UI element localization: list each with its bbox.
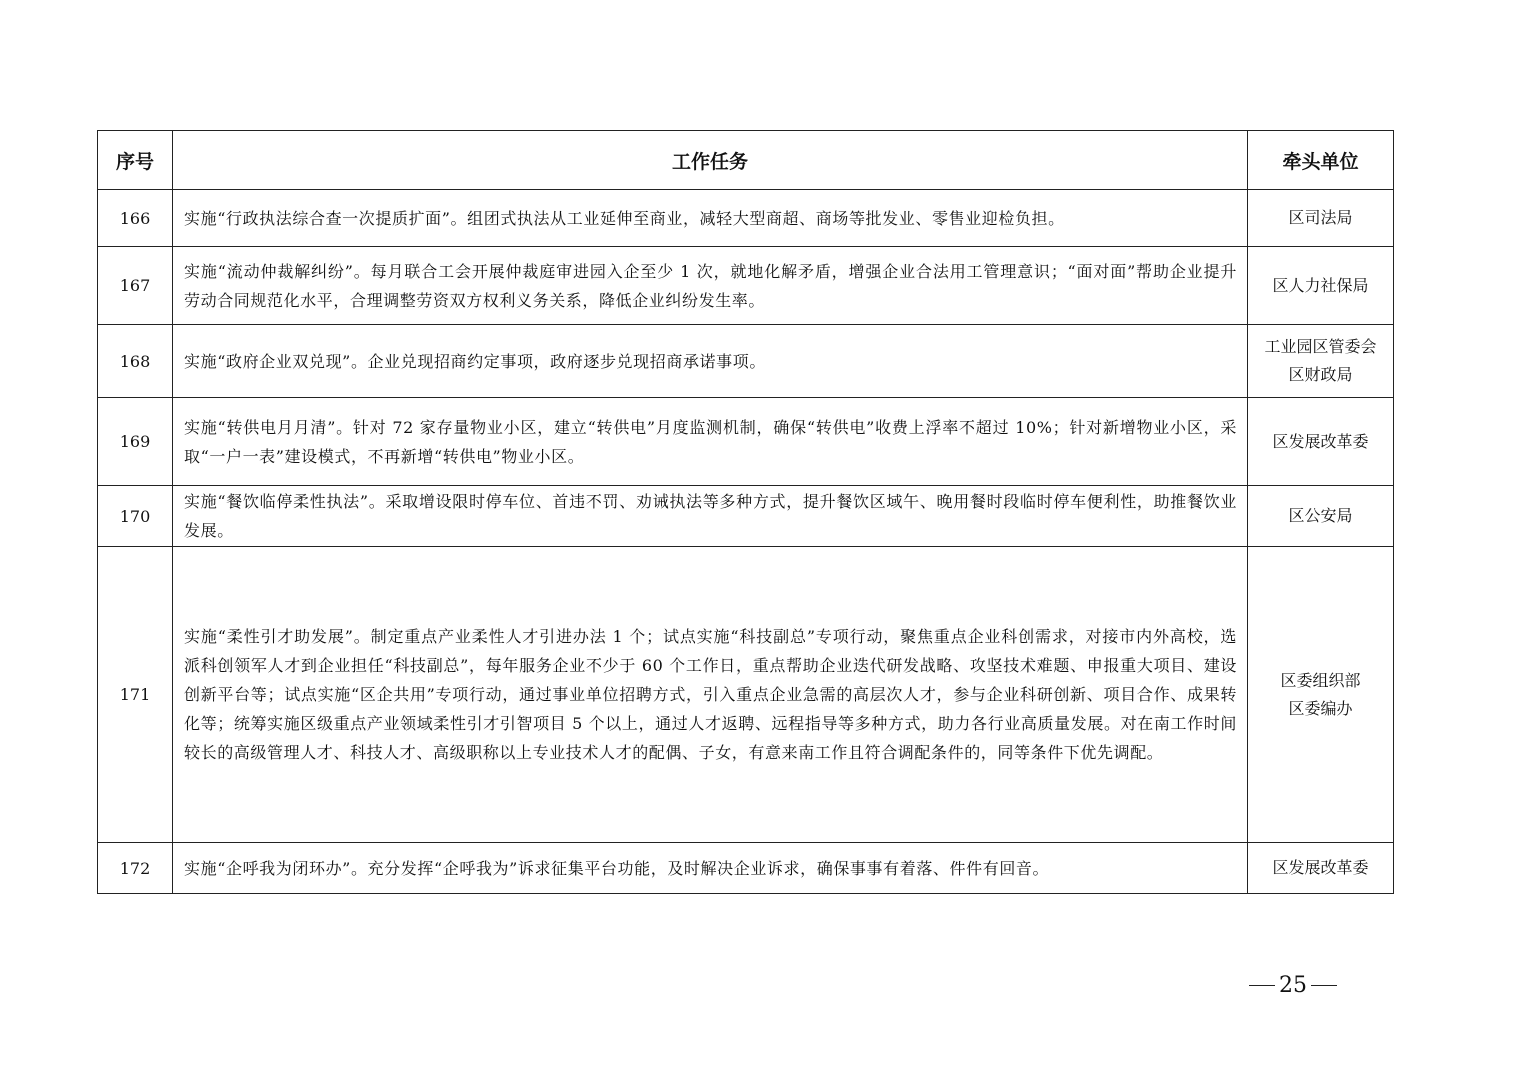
header-serial-number: 序号 — [98, 131, 173, 190]
lead-unit-name: 区发展改革委 — [1272, 431, 1369, 451]
row-task-text: 实施“行政执法综合查一次提质扩面”。组团式执法从工业延伸至商业，减轻大型商超、商场等批发业、零售业迎检负担。 — [173, 190, 1248, 247]
lead-unit-name: 区委组织部 — [1280, 670, 1361, 690]
row-task-text: 实施“柔性引才助发展”。制定重点产业柔性人才引进办法 1 个；试点实施“科技副总”专项行动，聚焦重点企业科创需求，对接市内外高校，选派科创领军人才到企业担任“科技副总”，每年服务企业不少于 60 个工作日，重点帮助企业迭代研发战略、攻坚技术难题、申报重大项目、建设创新平台等；试点实施“区企共用”专项行动，通过事业单位招聘方式，引入重点企业急需的高层次人才，参与企业科研创新、项目合作、成果转化等；统筹实施区级重点产业领域柔性引才引智项目 5 个以上，通过人才返聘、远程指导等多种方式，助力各行业高质量发展。对在南工作时间较长的高级管理人才、科技人才、高级职称以上专业技术人才的配偶、子女，有意来南工作且符合调配条件的，同等条件下优先调配。 — [173, 547, 1248, 843]
table-row — [98, 486, 1394, 547]
row-serial-number: 172 — [98, 843, 173, 894]
page-number-dash-left — [1249, 985, 1275, 986]
page-number-dash-right — [1311, 985, 1337, 986]
lead-unit-name: 工业园区管委会 — [1264, 337, 1377, 356]
row-serial-number: 168 — [98, 325, 173, 398]
task-table — [97, 130, 1394, 894]
row-serial-number: 169 — [98, 398, 173, 486]
row-serial-number: 170 — [98, 486, 173, 547]
page-number-text: 25 — [1279, 972, 1307, 998]
row-task-text: 实施“流动仲裁解纠纷”。每月联合工会开展仲裁庭审进园入企至少 1 次，就地化解矛盾，增强企业合法用工管理意识；“面对面”帮助企业提升劳动合同规范化水平，合理调整劳资双方权利义务关系，降低企业纠纷发生率。 — [173, 247, 1248, 325]
lead-unit-name: 区委编办 — [1288, 698, 1353, 718]
row-serial-number: 167 — [98, 247, 173, 325]
table-row — [98, 190, 1394, 247]
table-row — [98, 398, 1394, 486]
row-task-text: 实施“转供电月月清”。针对 72 家存量物业小区，建立“转供电”月度监测机制，确保“转供电”收费上浮率不超过 10%；针对新增物业小区，采取“一户一表”建设模式，不再新增“转供电”物业小区。 — [173, 398, 1248, 486]
row-lead-unit — [1248, 247, 1394, 325]
row-lead-unit — [1248, 325, 1394, 398]
lead-unit-name: 区财政局 — [1288, 365, 1353, 384]
lead-unit-name: 区发展改革委 — [1272, 858, 1369, 877]
table-row — [98, 325, 1394, 398]
row-task-text: 实施“餐饮临停柔性执法”。采取增设限时停车位、首违不罚、劝诫执法等多种方式，提升餐饮区域午、晚用餐时段临时停车便利性，助推餐饮业发展。 — [173, 486, 1248, 547]
lead-unit-name: 区人力社保局 — [1272, 275, 1369, 295]
row-lead-unit — [1248, 843, 1394, 894]
row-lead-unit — [1248, 398, 1394, 486]
table-row — [98, 247, 1394, 325]
lead-unit-name: 区公安局 — [1288, 506, 1353, 525]
page-number — [1244, 970, 1342, 1000]
header-lead-unit: 牵头单位 — [1248, 131, 1394, 190]
row-task-text: 实施“政府企业双兑现”。企业兑现招商约定事项，政府逐步兑现招商承诺事项。 — [173, 325, 1248, 398]
row-lead-unit — [1248, 547, 1394, 843]
lead-unit-name: 区司法局 — [1288, 208, 1353, 227]
row-lead-unit — [1248, 190, 1394, 247]
row-serial-number: 171 — [98, 547, 173, 843]
table-row — [98, 547, 1394, 843]
table-header-row — [98, 131, 1394, 190]
table-row — [98, 843, 1394, 894]
row-serial-number: 166 — [98, 190, 173, 247]
header-work-task: 工作任务 — [173, 131, 1248, 190]
row-lead-unit — [1248, 486, 1394, 547]
row-task-text: 实施“企呼我为闭环办”。充分发挥“企呼我为”诉求征集平台功能，及时解决企业诉求，确保事事有着落、件件有回音。 — [173, 843, 1248, 894]
